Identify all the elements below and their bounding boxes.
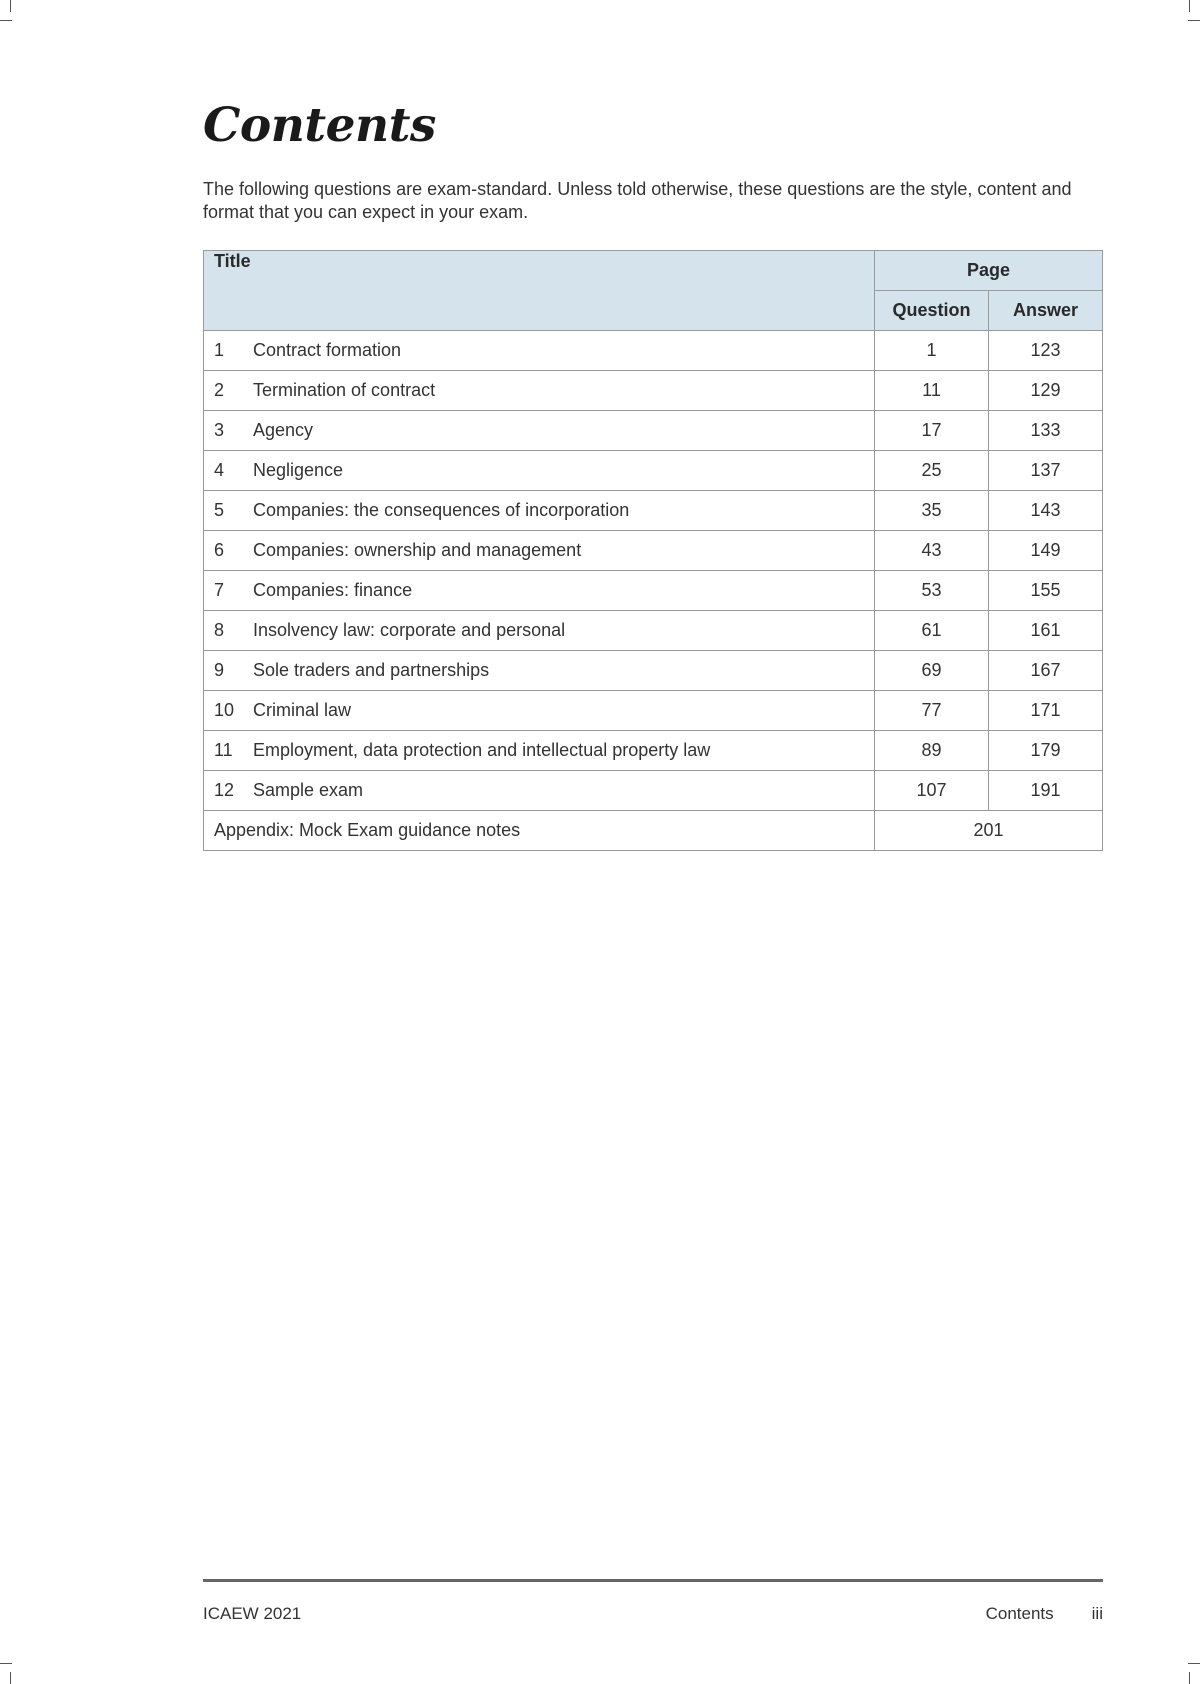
table-row[interactable] bbox=[204, 611, 1103, 651]
table-row[interactable] bbox=[204, 731, 1103, 771]
header-question: Question bbox=[875, 291, 989, 331]
appendix-title: Appendix: Mock Exam guidance notes bbox=[204, 811, 875, 851]
question-page: 53 bbox=[875, 571, 989, 611]
chapter-cell bbox=[204, 491, 875, 531]
crop-mark bbox=[10, 1672, 11, 1684]
answer-page: 191 bbox=[989, 771, 1103, 811]
crop-mark bbox=[1189, 0, 1190, 12]
chapter-number: 6 bbox=[214, 540, 225, 560]
answer-page: 167 bbox=[989, 651, 1103, 691]
question-page: 35 bbox=[875, 491, 989, 531]
footer-section bbox=[986, 1604, 1103, 1624]
chapter-title: Agency bbox=[253, 420, 314, 440]
table-row[interactable] bbox=[204, 491, 1103, 531]
chapter-title: Criminal law bbox=[253, 700, 352, 720]
chapter-number: 2 bbox=[214, 380, 225, 400]
appendix-row[interactable] bbox=[204, 811, 1103, 851]
question-page: 107 bbox=[875, 771, 989, 811]
chapter-title: Sample exam bbox=[253, 780, 364, 800]
crop-mark bbox=[0, 1663, 12, 1664]
footer-divider bbox=[203, 1579, 1103, 1582]
answer-page: 137 bbox=[989, 451, 1103, 491]
chapter-title: Companies: ownership and management bbox=[253, 540, 582, 560]
chapter-title: Insolvency law: corporate and personal bbox=[253, 620, 566, 640]
chapter-number: 5 bbox=[214, 500, 225, 520]
chapter-cell bbox=[204, 531, 875, 571]
chapter-cell bbox=[204, 451, 875, 491]
table-row[interactable] bbox=[204, 531, 1103, 571]
chapter-number: 10 bbox=[214, 700, 235, 720]
chapter-cell bbox=[204, 611, 875, 651]
page-title: Contents bbox=[203, 98, 436, 153]
question-page: 11 bbox=[875, 371, 989, 411]
question-page: 25 bbox=[875, 451, 989, 491]
chapter-cell bbox=[204, 571, 875, 611]
answer-page: 149 bbox=[989, 531, 1103, 571]
answer-page: 161 bbox=[989, 611, 1103, 651]
chapter-cell bbox=[204, 771, 875, 811]
crop-mark bbox=[1188, 20, 1200, 21]
chapter-number: 9 bbox=[214, 660, 225, 680]
chapter-title: Contract formation bbox=[253, 340, 402, 360]
crop-mark bbox=[1189, 1672, 1190, 1684]
question-page: 77 bbox=[875, 691, 989, 731]
question-page: 61 bbox=[875, 611, 989, 651]
crop-mark bbox=[1188, 1663, 1200, 1664]
chapter-cell bbox=[204, 371, 875, 411]
answer-page: 129 bbox=[989, 371, 1103, 411]
question-page: 69 bbox=[875, 651, 989, 691]
table-row[interactable] bbox=[204, 371, 1103, 411]
chapter-number: 7 bbox=[214, 580, 225, 600]
chapter-number: 12 bbox=[214, 780, 235, 800]
table-row[interactable] bbox=[204, 451, 1103, 491]
header-page: Page bbox=[875, 251, 1103, 291]
table-row[interactable] bbox=[204, 771, 1103, 811]
chapter-title: Companies: finance bbox=[253, 580, 413, 600]
question-page: 17 bbox=[875, 411, 989, 451]
chapter-cell bbox=[204, 411, 875, 451]
answer-page: 171 bbox=[989, 691, 1103, 731]
chapter-number: 8 bbox=[214, 620, 225, 640]
question-page: 89 bbox=[875, 731, 989, 771]
answer-page: 123 bbox=[989, 331, 1103, 371]
intro-paragraph: The following questions are exam-standard. Unless told otherwise, these questions are the style, content and format that you can expect in your exam. bbox=[203, 179, 1072, 222]
question-page: 43 bbox=[875, 531, 989, 571]
appendix-page: 201 bbox=[875, 811, 1103, 851]
contents-table bbox=[203, 250, 1103, 851]
question-page: 1 bbox=[875, 331, 989, 371]
table-body bbox=[204, 331, 1103, 851]
chapter-title: Negligence bbox=[253, 460, 344, 480]
footer-publisher: ICAEW 2021 bbox=[203, 1604, 302, 1623]
header-answer: Answer bbox=[989, 291, 1103, 331]
chapter-title: Termination of contract bbox=[253, 380, 436, 400]
chapter-cell bbox=[204, 651, 875, 691]
table-row[interactable] bbox=[204, 651, 1103, 691]
table-row[interactable] bbox=[204, 691, 1103, 731]
chapter-number: 1 bbox=[214, 340, 225, 360]
chapter-cell bbox=[204, 331, 875, 371]
table-header-row bbox=[204, 251, 1103, 291]
answer-page: 179 bbox=[989, 731, 1103, 771]
chapter-number: 3 bbox=[214, 420, 225, 440]
chapter-number: 11 bbox=[214, 740, 233, 760]
chapter-cell bbox=[204, 691, 875, 731]
table-row[interactable] bbox=[204, 411, 1103, 451]
answer-page: 133 bbox=[989, 411, 1103, 451]
chapter-cell bbox=[204, 731, 875, 771]
answer-page: 155 bbox=[989, 571, 1103, 611]
table-row[interactable] bbox=[204, 571, 1103, 611]
chapter-title: Companies: the consequences of incorporation bbox=[253, 500, 630, 520]
chapter-title: Sole traders and partnerships bbox=[253, 660, 490, 680]
header-title: Title bbox=[204, 251, 875, 331]
chapter-number: 4 bbox=[214, 460, 225, 480]
footer-section-name: Contents bbox=[985, 1604, 1054, 1623]
crop-mark bbox=[0, 20, 12, 21]
footer-page-number: iii bbox=[1091, 1604, 1103, 1623]
answer-page: 143 bbox=[989, 491, 1103, 531]
table-row[interactable] bbox=[204, 331, 1103, 371]
chapter-title: Employment, data protection and intellectual property law bbox=[253, 740, 711, 760]
crop-mark bbox=[10, 0, 11, 12]
